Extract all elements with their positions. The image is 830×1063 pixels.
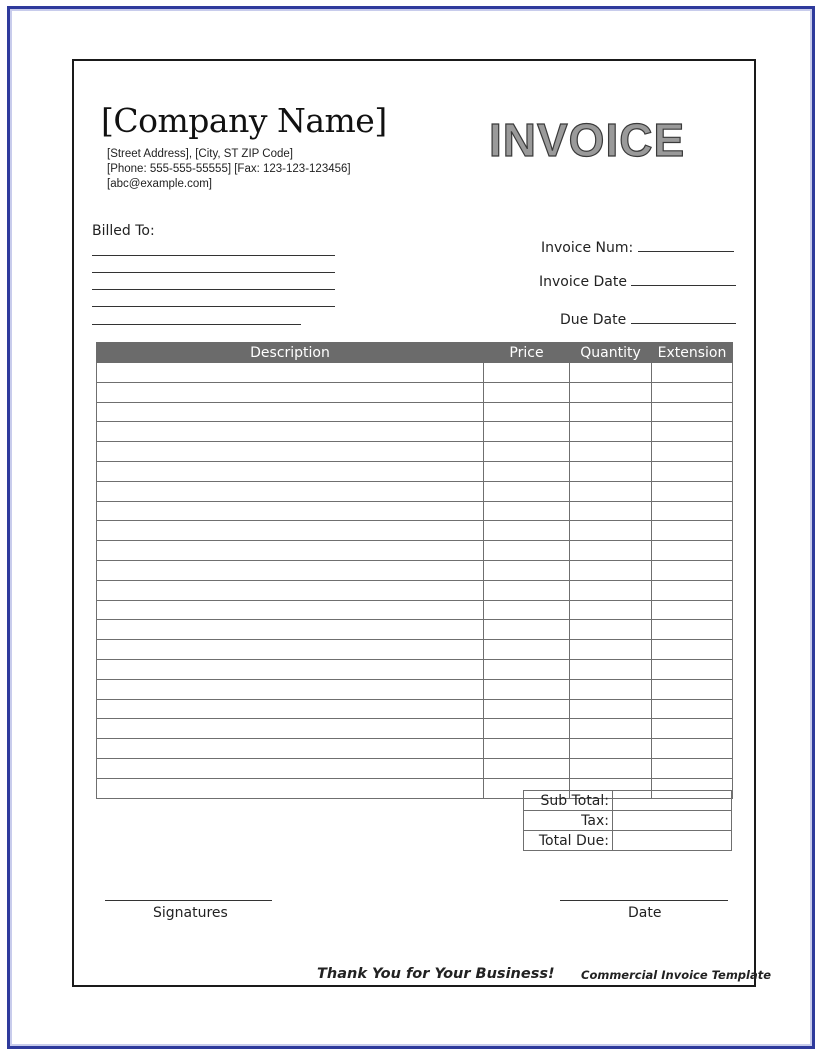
table-row: [97, 659, 733, 679]
table-row: [97, 461, 733, 481]
table-row: [97, 699, 733, 719]
company-name: [Company Name]: [101, 101, 387, 140]
total-due-row: [524, 831, 732, 851]
description-cell[interactable]: [97, 719, 484, 739]
table-row: [97, 481, 733, 501]
price-cell[interactable]: [484, 679, 570, 699]
invoice-date-label: Invoice Date: [539, 274, 627, 290]
description-cell[interactable]: [97, 541, 484, 561]
extension-cell[interactable]: [652, 541, 733, 561]
price-cell[interactable]: [484, 363, 570, 383]
description-cell[interactable]: [97, 422, 484, 442]
quantity-cell[interactable]: [570, 560, 652, 580]
quantity-cell[interactable]: [570, 739, 652, 759]
table-row: [97, 640, 733, 660]
total-due-value-cell[interactable]: [613, 831, 732, 851]
invoice-date-row: [539, 273, 736, 290]
quantity-cell[interactable]: [570, 699, 652, 719]
quantity-cell[interactable]: [570, 758, 652, 778]
price-cell[interactable]: [484, 758, 570, 778]
table-row: [97, 501, 733, 521]
signature-line[interactable]: [105, 900, 272, 901]
price-cell[interactable]: [484, 739, 570, 759]
billed-to-line-1[interactable]: [92, 255, 335, 256]
extension-cell[interactable]: [652, 481, 733, 501]
description-cell[interactable]: [97, 778, 484, 798]
quantity-cell[interactable]: [570, 580, 652, 600]
extension-cell[interactable]: [652, 521, 733, 541]
quantity-cell[interactable]: [570, 640, 652, 660]
extension-cell[interactable]: [652, 461, 733, 481]
table-row: [97, 422, 733, 442]
tax-row: [524, 811, 732, 831]
quantity-cell[interactable]: [570, 481, 652, 501]
quantity-cell[interactable]: [570, 363, 652, 383]
invoice-num-row: [541, 239, 734, 256]
line-items-table: [96, 342, 733, 799]
description-cell[interactable]: [97, 580, 484, 600]
quantity-cell[interactable]: [570, 382, 652, 402]
table-row: [97, 560, 733, 580]
price-cell[interactable]: [484, 501, 570, 521]
price-cell[interactable]: [484, 541, 570, 561]
total-due-label: Total Due:: [524, 831, 613, 851]
billed-to-line-2[interactable]: [92, 272, 335, 273]
table-row: [97, 739, 733, 759]
description-cell[interactable]: [97, 739, 484, 759]
price-cell[interactable]: [484, 580, 570, 600]
price-cell[interactable]: [484, 481, 570, 501]
description-cell[interactable]: [97, 382, 484, 402]
extension-cell[interactable]: [652, 758, 733, 778]
quantity-cell[interactable]: [570, 541, 652, 561]
date-line[interactable]: [560, 900, 728, 901]
extension-cell[interactable]: [652, 363, 733, 383]
price-cell[interactable]: [484, 640, 570, 660]
table-row: [97, 580, 733, 600]
company-email: [abc@example.com]: [107, 178, 212, 190]
extension-cell[interactable]: [652, 699, 733, 719]
extension-cell[interactable]: [652, 679, 733, 699]
tax-value-cell[interactable]: [613, 811, 732, 831]
price-cell[interactable]: [484, 521, 570, 541]
price-cell[interactable]: [484, 402, 570, 422]
description-cell[interactable]: [97, 461, 484, 481]
extension-cell[interactable]: [652, 501, 733, 521]
column-header-quantity: Quantity: [570, 343, 652, 363]
due-date-field[interactable]: [631, 311, 736, 324]
table-row: [97, 541, 733, 561]
billed-to-line-3[interactable]: [92, 289, 335, 290]
date-label: Date: [628, 905, 662, 921]
extension-cell[interactable]: [652, 580, 733, 600]
due-date-row: [560, 311, 736, 328]
description-cell[interactable]: [97, 363, 484, 383]
extension-cell[interactable]: [652, 640, 733, 660]
quantity-cell[interactable]: [570, 521, 652, 541]
quantity-cell[interactable]: [570, 600, 652, 620]
description-cell[interactable]: [97, 560, 484, 580]
invoice-num-field[interactable]: [638, 239, 734, 252]
table-row: [97, 679, 733, 699]
table-header-row: [97, 343, 733, 363]
price-cell[interactable]: [484, 699, 570, 719]
table-row: [97, 620, 733, 640]
description-cell[interactable]: [97, 659, 484, 679]
extension-cell[interactable]: [652, 739, 733, 759]
extension-cell[interactable]: [652, 442, 733, 462]
footer-template-name: Commercial Invoice Template: [581, 968, 772, 982]
quantity-cell[interactable]: [570, 422, 652, 442]
sub-total-row: [524, 791, 732, 811]
description-cell[interactable]: [97, 521, 484, 541]
company-phone-fax: [Phone: 555-555-55555] [Fax: 123-123-123456]: [107, 163, 351, 175]
price-cell[interactable]: [484, 659, 570, 679]
sub-total-label: Sub Total:: [524, 791, 613, 811]
column-header-description: Description: [97, 343, 484, 363]
price-cell[interactable]: [484, 461, 570, 481]
price-cell[interactable]: [484, 442, 570, 462]
table-body: [97, 363, 733, 799]
quantity-cell[interactable]: [570, 659, 652, 679]
quantity-cell[interactable]: [570, 719, 652, 739]
description-cell[interactable]: [97, 442, 484, 462]
description-cell[interactable]: [97, 620, 484, 640]
price-cell[interactable]: [484, 719, 570, 739]
column-header-extension: Extension: [652, 343, 733, 363]
extension-cell[interactable]: [652, 382, 733, 402]
company-address: [Street Address], [City, ST ZIP Code]: [107, 148, 293, 160]
description-cell[interactable]: [97, 402, 484, 422]
invoice-page: [72, 59, 772, 987]
price-cell[interactable]: [484, 422, 570, 442]
description-cell[interactable]: [97, 640, 484, 660]
totals-table: [523, 790, 732, 851]
price-cell[interactable]: [484, 382, 570, 402]
extension-cell[interactable]: [652, 659, 733, 679]
extension-cell[interactable]: [652, 620, 733, 640]
quantity-cell[interactable]: [570, 402, 652, 422]
table-row: [97, 402, 733, 422]
price-cell[interactable]: [484, 620, 570, 640]
extension-cell[interactable]: [652, 719, 733, 739]
invoice-date-field[interactable]: [631, 273, 736, 286]
quantity-cell[interactable]: [570, 461, 652, 481]
description-cell[interactable]: [97, 481, 484, 501]
due-date-label: Due Date: [560, 312, 627, 328]
table-row: [97, 600, 733, 620]
description-cell[interactable]: [97, 501, 484, 521]
table-row: [97, 521, 733, 541]
tax-label: Tax:: [524, 811, 613, 831]
column-header-price: Price: [484, 343, 570, 363]
invoice-title: INVOICE: [489, 114, 686, 166]
billed-to-line-4[interactable]: [92, 306, 335, 307]
quantity-cell[interactable]: [570, 442, 652, 462]
table-row: [97, 758, 733, 778]
invoice-num-label: Invoice Num:: [541, 240, 634, 256]
signatures-label: Signatures: [153, 905, 228, 921]
extension-cell[interactable]: [652, 600, 733, 620]
footer-thanks: Thank You for Your Business!: [317, 966, 555, 982]
quantity-cell[interactable]: [570, 679, 652, 699]
description-cell[interactable]: [97, 600, 484, 620]
price-cell[interactable]: [484, 560, 570, 580]
billed-to-label: Billed To:: [92, 223, 155, 239]
sub-total-value-cell[interactable]: [613, 791, 732, 811]
table-row: [97, 719, 733, 739]
quantity-cell[interactable]: [570, 620, 652, 640]
table-row: [97, 442, 733, 462]
extension-cell[interactable]: [652, 560, 733, 580]
description-cell[interactable]: [97, 679, 484, 699]
table-row: [97, 382, 733, 402]
description-cell[interactable]: [97, 758, 484, 778]
description-cell[interactable]: [97, 699, 484, 719]
extension-cell[interactable]: [652, 422, 733, 442]
table-row: [97, 363, 733, 383]
extension-cell[interactable]: [652, 402, 733, 422]
quantity-cell[interactable]: [570, 501, 652, 521]
billed-to-line-5[interactable]: [92, 324, 301, 325]
price-cell[interactable]: [484, 600, 570, 620]
